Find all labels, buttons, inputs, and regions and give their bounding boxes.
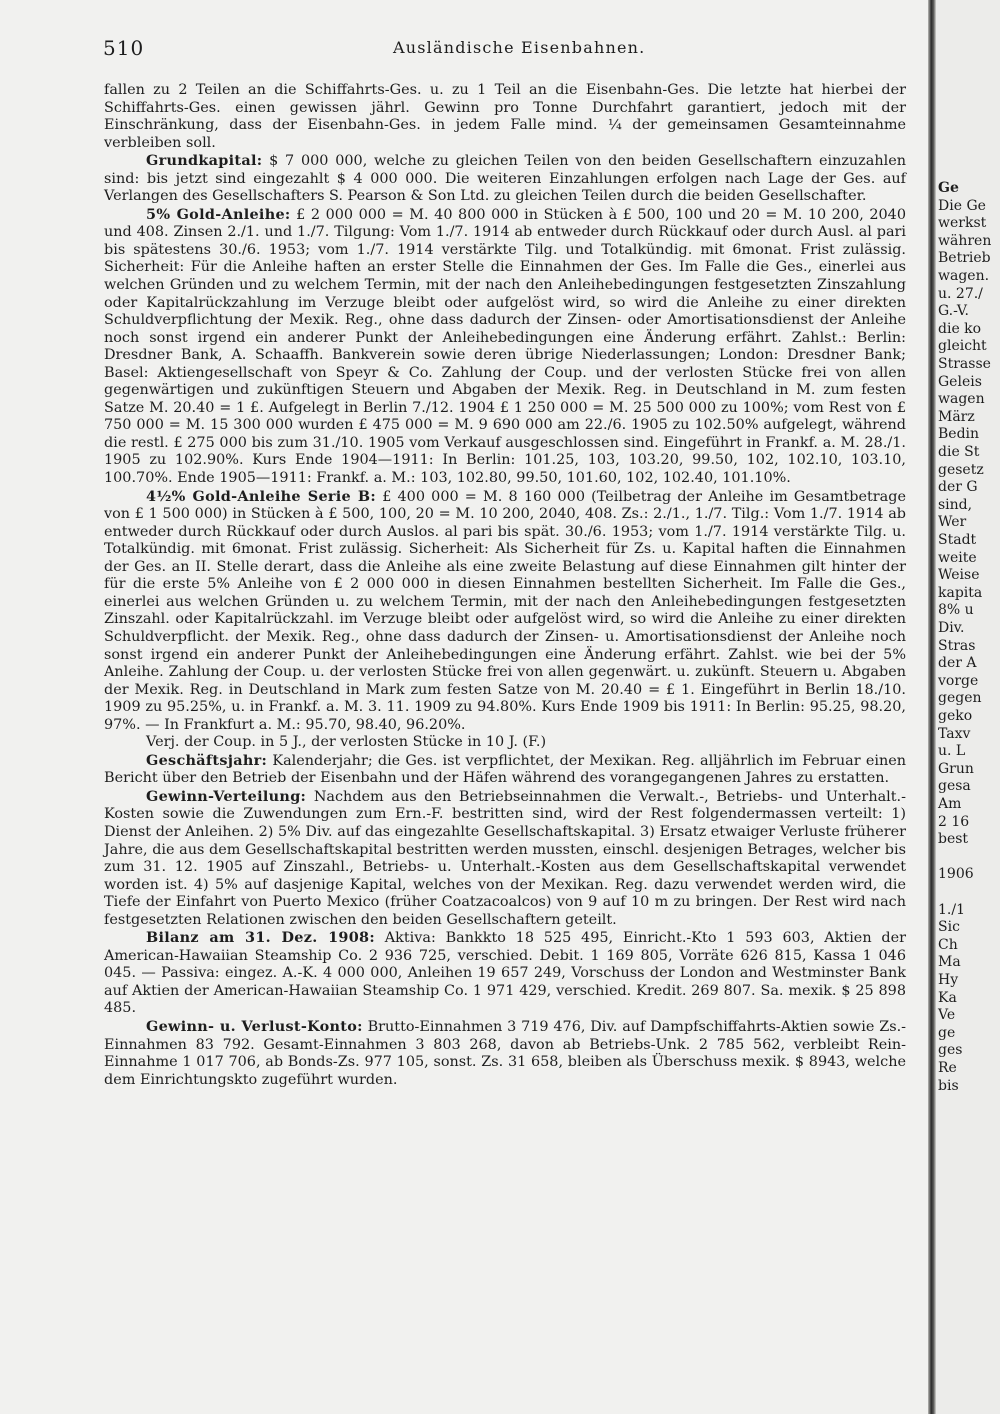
facing-page-fragment: 8% u [938,602,974,619]
page-number: 510 [103,36,145,60]
paragraph [104,82,906,152]
facing-page-fragment: Re [938,1060,957,1076]
facing-page-fragment: Ve [938,1007,956,1024]
paragraph-text: fallen zu 2 Teilen an die Schiffahrts-Ges. u. zu 1 Teil an die Eisenbahn-Ges. Die letzte hat hierbei der Schiffahrts-Ges. einen gewissen jährl. Gewinn pro Tonne Durchfahrt garantiert, jedoch mit der Einschränkung, dass der Eisenbahn-Ges. in jedem Falle mind. ¼ der gemeinsamen Gesamteinnahme verbleiben soll. [104,82,906,151]
facing-page-fragment: ges [938,1042,963,1059]
paragraph-text: Kalenderjahr; die Ges. ist verpflichtet, der Mexikan. Reg. alljährlich im Februar einen Bericht über den Betrieb der Eisenbahn und der Häfen während des vorangegangenen Jahres zu erstatten. [104,752,906,787]
running-head: Ausländische Eisenbahnen. [393,38,646,57]
facing-page-fragment: März [938,408,975,425]
facing-page-fragment: Wer [938,514,967,531]
facing-page-fragment: kapita [938,584,983,601]
paragraph-heading: 4½% Gold-Anleihe Serie B: [146,487,376,505]
facing-page-fragment: 2 16 [938,813,970,830]
paragraph-text: $ 7 000 000, welche zu gleichen Teilen von den beiden Gesellschaftern einzuzahlen sind: bis jetzt sind eingezahlt $ 4 000 000. Die weiteren Einzahlungen erfolgen nach Lage der Ges. auf Verlangen des Gesellschafters S. Pearson & Son Ltd. zu gleichen Teilen durch die beiden Gesellschafter. [104,153,907,205]
facing-page-fragment: u. 27./ [938,285,983,302]
paragraph-heading: Geschäftsjahr: [146,751,268,769]
facing-page-fragment: gesetz [938,461,984,478]
paragraph [104,788,906,929]
facing-page-fragment: Grun [938,760,974,777]
facing-page-fragment: geko [938,708,973,724]
facing-page-fragment: Ch [938,936,958,953]
facing-page-fragment: gegen [938,690,982,707]
facing-page-fragment: Stras [938,637,976,654]
paragraph-text: £ 2 000 000 = M. 40 800 000 in Stücken à £ 500, 100 und 20 = M. 10 200, 2040 und 408. Zinsen 2./1. und 1./7. Tilgung: Vom 1./7. 1914 ab entweder durch Rückkauf oder durch Ausl. al pari bis spätestens 30./6. 1953; vom 1./7. 1914 verstärkte Tilg. und Totalkündig. mit 6monat. Frist zulässig. Sicherheit: Für die Anleihe haften an erster Stelle die Einnahmen der Ges. Im Falle die Ges., einerlei aus welchen Gründen und zu welchem Termin, mit der nach den Anleihebedingungen festgesetzten Zinszahlung oder Kapitalrückzahlung im Verzuge bleibt oder aufgelöst wird, so wird die Anleihe zu einer direkten Schuldverpflichtung der Mexik. Reg., ohne dass dadurch der Zinsen- oder Amortisationsdienst der Anleihe noch sonst irgend ein anderer Punkt der Anleihebedingungen eine Änderung erfährt. Zahlst.: Berlin: Dresdner Bank, A. Schaaffh. Bankverein sowie deren übrige Niederlassungen; London: Dresdner Bank; Basel: Aktiengesellschaft von Speyr & Co. Zahlung der Coup. und der verlosten Stücke frei von allen gegenwärtigen und zukünftigen Steuern und Abgaben der Mexik. Reg. in Deutschland in M. zum festen Satze M. 20.40 = 1 £. Aufgelegt in Berlin 7./12. 1904 £ 1 250 000 = M. 25 500 000 zu 100%; vom Rest von £ 750 000 = M. 15 300 000 wurden £ 475 000 = M. 9 690 000 am 22./6. 1905 zu 102.50% aufgelegt, während die restl. £ 275 000 bis zum 31./10. 1905 vom Verkauf ausgeschlossen sind. Eingeführt in Frankf. a. M. 28./1. 1905 zu 102.90%. Kurs Ende 1904—1911: In Berlin: 101.25, 103, 103.20, 99.50, 102, 102.10, 103.10, 100.70%. Ende 1905—1911: Frankf. a. M.: 103, 102.80, 99.50, 101.60, 102, 102.40, 101.10%. [104,206,906,487]
facing-page-fragment: die ko [938,320,982,337]
facing-page-fragment: Hy [938,972,959,988]
paragraph [104,152,906,206]
facing-page-fragment: Sic [938,919,960,936]
facing-page-fragment: 1./1 [938,901,965,918]
facing-page-fragment: die St [938,444,980,460]
facing-page-fragment: u. L [938,743,966,760]
facing-page-fragment: 1906 [938,866,974,883]
paragraph-text: £ 400 000 = M. 8 160 000 (Teilbetrag der Anleihe im Gesamtbetrage von £ 1 500 000) in Stücken à £ 500, 100, 20 = M. 10 200, 2040, 408. Zs.: 2./1., 1./7. Tilg.: Vom 1./7. 1914 ab entweder durch Rückkauf oder durch Auslos. al pari bis spät. 30./6. 1953; vom 1./7. 1914 verstärkte Tilg. u. Totalkündig. mit 6monat. Frist zulässig. Sicherheit: Als Sicherheit für Zs. u. Kapital haften die Einnahmen der Ges. an II. Stelle derart, dass die Anleihe als eine zweite Belastung auf diese Einnahmen gilt hinter der für die erste 5% Anleihe von £ 2 000 000 in diesen Einnahmen bestellten Sicherheit. Im Falle die Ges., einerlei aus welchen Gründen u. zu welchem Termin, mit der nach den Anleihebedingungen festgesetzten Zinszahl. oder Kapitalrückzahl. im Verzuge bleibt oder aufgelöst wird, so wird die Anleihe zu einer direkten Schuldverpflicht. der Mexik. Reg., ohne dass dadurch der Zinsen- u. Amortisationsdienst der Anleihe noch sonst irgend ein anderer Punkt der Anleihebedingungen eine Änderung erfährt. Zahlst. wie bei der 5% Anleihe. Zahlung der Coup. u. der verlosten Stücke frei von allen gegenwärt. u. zukünft. Steuern u. Abgaben der Mexik. Reg. in Deutschland in Mark zum festen Satze von M. 20.40 = £ 1. Eingeführt in Berlin 18./10. 1909 zu 95.25%, u. in Frankf. a. M. 3. 11. 1909 zu 94.80%. Kurs Ende 1909 bis 1911: In Berlin: 95.25, 98.20, 97%. — In Frankfurt a. M.: 95.70, 98.40, 96.20%. [104,488,906,733]
paragraph-heading: Gewinn-Verteilung: [146,787,307,805]
facing-page-fragment: wagen [938,391,985,408]
facing-page-fragment: vorge [938,672,979,689]
facing-page-fragment: ge [938,1024,956,1041]
paragraph [104,734,906,752]
facing-page-fragment: Strasse [938,356,991,372]
paragraph-heading: 5% Gold-Anleihe: [146,205,291,223]
facing-page-fragment: gleicht [938,338,987,355]
facing-page-fragment: weite [938,549,977,566]
facing-page-fragment: wagen. [938,268,990,284]
facing-page-edge [936,0,1000,1414]
paragraph [104,752,906,788]
facing-page-fragment: währen [938,232,992,249]
facing-page-fragment: Div. [938,620,965,636]
facing-page-fragment: sind, [938,496,973,513]
facing-page-fragment: Ka [938,989,957,1006]
facing-page-fragment: Weise [938,567,980,584]
book-gutter [928,0,936,1414]
facing-page-fragment: Bedin [938,426,980,443]
paragraph [104,488,906,735]
paragraph-text: Brutto-Einnahmen 3 719 476, Div. auf Dampfschiffahrts-Aktien sowie Zs.-Einnahmen 83 792. Gesamt-Einnahmen 3 803 268, davon ab Betriebs-Unk. 2 785 562, verbleibt Rein-Einnahme 1 017 706, ab Bonds-Zs. 977 105, sonst. Zs. 31 658, bleiben als Überschuss mexik. $ 8943, welche dem Einrichtungskto zugeführt wurden. [104,1018,907,1088]
paragraph-text: Verj. der Coup. in 5 J., der verlosten Stücke in 10 J. (F.) [146,734,547,751]
paragraph-text: Nachdem aus den Betriebseinnahmen die Verwalt.-, Betriebs- und Unterhalt.-Kosten sowie die Zuwendungen zum Ern.-F. bestritten sind, wird der Rest folgendermassen verteilt: 1) Dienst der Anleihen. 2) 5% Div. auf das eingezahlte Gesellschaftskapital. 3) Ersatz etwaiger Verluste früherer Jahre, die aus dem Gesellschaftskapital bestritten werden mussten, einschl. desjenigen Betrages, welcher bis zum 31. 12. 1905 auf Zinszahl., Betriebs- u. Unterhalt.-Kosten aus dem Gesellschaftskapital verwendet worden ist. 4) 5% auf dasjenige Kapital, welches von der Mexikan. Reg. dazu verwendet werden wird, die Tiefe der Einfahrt von Puerto Mexico (früher Coatzacoalcos) von 9 auf 10 m zu bringen. Der Rest wird nach festgesetzten Relationen zwischen den beiden Gesellschaftern geteilt. [104,788,906,928]
facing-page-fragment: Die Ge [938,197,986,214]
facing-page-fragment: gesa [938,778,971,795]
facing-page-fragment: werkst [938,215,987,232]
paragraph-heading: Bilanz am 31. Dez. 1908: [146,929,375,947]
facing-page-fragment: Stadt [938,532,977,548]
facing-page-fragment: G.-V. [938,303,969,320]
facing-page-fragment: Betrieb [938,250,991,267]
facing-page-fragment: Ge [938,180,959,196]
facing-page-fragment: der G [938,479,978,496]
facing-page-fragment: Geleis [938,373,982,390]
paragraph [104,929,906,1018]
facing-page-fragment: der A [938,655,977,672]
paragraph-heading: Gewinn- u. Verlust-Konto: [146,1017,363,1035]
body-text [104,82,906,1089]
paragraph [104,206,906,488]
facing-page-fragment: bis [938,1077,959,1094]
facing-page-fragment: Ma [938,954,961,971]
paragraph-text: Aktiva: Bankkto 18 525 495, Einricht.-Kto 1 593 603, Aktien der American-Hawaiian Steamship Co. 2 936 725, verschied. Debit. 1 169 805, Vorräte 626 815, Kassa 1 046 045. — Passiva: eingez. A.-K. 4 000 000, Anleihen 19 657 249, Vorschuss der London and Westminster Bank auf Aktien der American-Hawaiian Steamship Co. 1 971 429, verschied. Kredit. 269 807. Sa. mexik. $ 25 898 485. [104,930,906,1017]
paragraph [104,1018,906,1089]
facing-page-fragment: Taxv [938,725,971,742]
facing-page-fragment: best [938,831,969,848]
paragraph-heading: Grundkapital: [146,152,263,170]
facing-page-fragment: Am [938,796,962,812]
